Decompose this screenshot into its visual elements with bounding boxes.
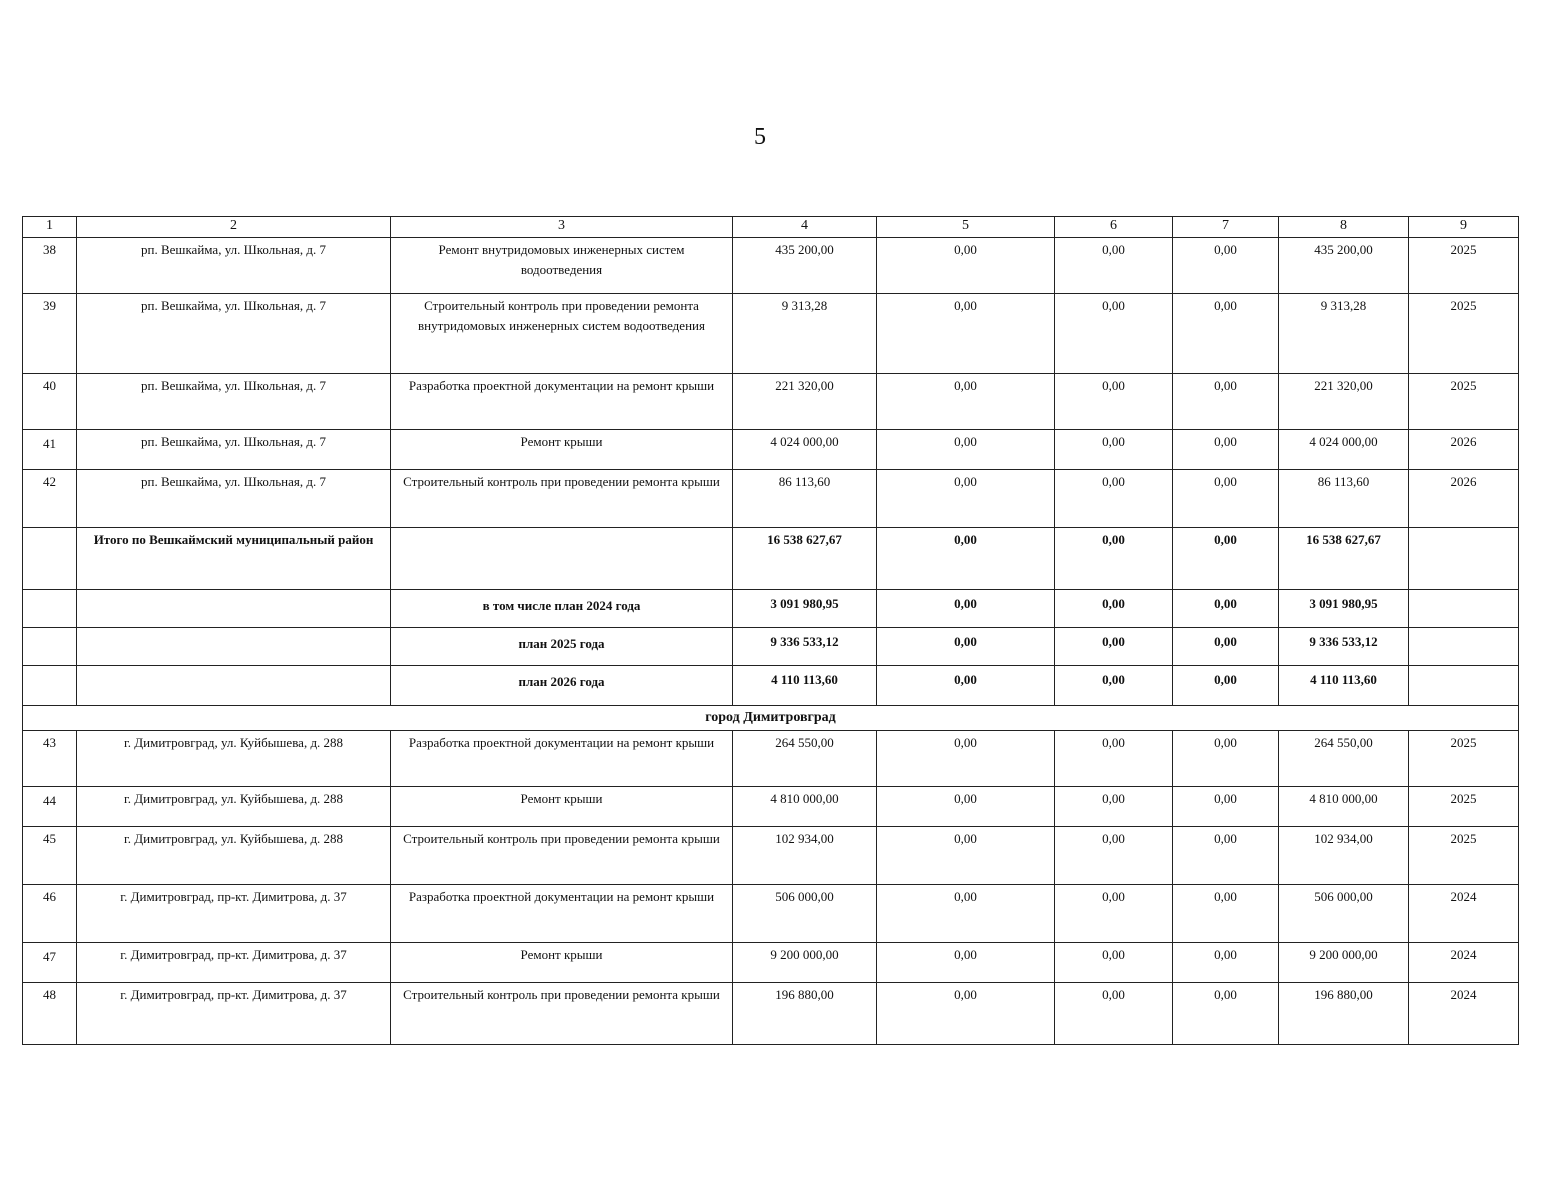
year-cell: 2025 bbox=[1409, 238, 1519, 294]
total-label: Итого по Вешкаймский муниципальный район bbox=[77, 528, 391, 590]
value-cell: 0,00 bbox=[877, 470, 1055, 528]
table-row bbox=[23, 943, 1519, 983]
row-number: 41 bbox=[23, 430, 77, 470]
total-value: 0,00 bbox=[1055, 590, 1173, 628]
empty-cell bbox=[1409, 666, 1519, 706]
value-cell: 0,00 bbox=[877, 294, 1055, 374]
address-cell: рп. Вешкайма, ул. Школьная, д. 7 bbox=[77, 238, 391, 294]
address-cell: рп. Вешкайма, ул. Школьная, д. 7 bbox=[77, 374, 391, 430]
row-number: 40 bbox=[23, 374, 77, 430]
value-cell: 9 313,28 bbox=[1279, 294, 1409, 374]
work-type-cell: Строительный контроль при проведении ремонта внутридомовых инженерных систем водоотведения bbox=[391, 294, 733, 374]
total-value: 3 091 980,95 bbox=[733, 590, 877, 628]
work-type-cell: Ремонт крыши bbox=[391, 430, 733, 470]
empty-cell bbox=[23, 666, 77, 706]
value-cell: 0,00 bbox=[1173, 374, 1279, 430]
value-cell: 506 000,00 bbox=[1279, 885, 1409, 943]
value-cell: 0,00 bbox=[877, 430, 1055, 470]
value-cell: 86 113,60 bbox=[1279, 470, 1409, 528]
address-cell: г. Димитровград, ул. Куйбышева, д. 288 bbox=[77, 827, 391, 885]
column-number: 6 bbox=[1055, 217, 1173, 238]
work-type-cell: Ремонт крыши bbox=[391, 943, 733, 983]
year-cell: 2025 bbox=[1409, 827, 1519, 885]
value-cell: 264 550,00 bbox=[1279, 731, 1409, 787]
total-value: 0,00 bbox=[877, 590, 1055, 628]
value-cell: 0,00 bbox=[877, 787, 1055, 827]
total-value: 0,00 bbox=[1055, 666, 1173, 706]
total-label bbox=[77, 666, 391, 706]
value-cell: 0,00 bbox=[1055, 943, 1173, 983]
address-cell: рп. Вешкайма, ул. Школьная, д. 7 bbox=[77, 470, 391, 528]
total-value: 0,00 bbox=[1173, 528, 1279, 590]
row-number: 42 bbox=[23, 470, 77, 528]
table-row bbox=[23, 787, 1519, 827]
value-cell: 0,00 bbox=[1055, 787, 1173, 827]
empty-cell bbox=[1409, 528, 1519, 590]
year-cell: 2024 bbox=[1409, 983, 1519, 1045]
total-row bbox=[23, 628, 1519, 666]
total-label bbox=[77, 590, 391, 628]
value-cell: 0,00 bbox=[877, 827, 1055, 885]
column-number: 3 bbox=[391, 217, 733, 238]
page-number: 5 bbox=[754, 124, 766, 150]
value-cell: 0,00 bbox=[1173, 787, 1279, 827]
year-cell: 2025 bbox=[1409, 731, 1519, 787]
value-cell: 0,00 bbox=[1173, 294, 1279, 374]
value-cell: 0,00 bbox=[1055, 885, 1173, 943]
value-cell: 264 550,00 bbox=[733, 731, 877, 787]
work-type-cell: Ремонт крыши bbox=[391, 787, 733, 827]
total-value: 0,00 bbox=[877, 528, 1055, 590]
value-cell: 4 024 000,00 bbox=[1279, 430, 1409, 470]
total-value: 0,00 bbox=[877, 628, 1055, 666]
row-number: 43 bbox=[23, 731, 77, 787]
empty-cell bbox=[23, 628, 77, 666]
value-cell: 196 880,00 bbox=[1279, 983, 1409, 1045]
work-type-cell: Строительный контроль при проведении ремонта крыши bbox=[391, 470, 733, 528]
total-value: 16 538 627,67 bbox=[1279, 528, 1409, 590]
table-row bbox=[23, 470, 1519, 528]
row-number: 44 bbox=[23, 787, 77, 827]
year-cell: 2024 bbox=[1409, 885, 1519, 943]
address-cell: рп. Вешкайма, ул. Школьная, д. 7 bbox=[77, 430, 391, 470]
value-cell: 0,00 bbox=[1055, 238, 1173, 294]
row-number: 45 bbox=[23, 827, 77, 885]
value-cell: 196 880,00 bbox=[733, 983, 877, 1045]
empty-cell bbox=[23, 590, 77, 628]
year-cell: 2025 bbox=[1409, 294, 1519, 374]
value-cell: 0,00 bbox=[1055, 470, 1173, 528]
value-cell: 0,00 bbox=[1055, 374, 1173, 430]
value-cell: 0,00 bbox=[1055, 731, 1173, 787]
total-sublabel bbox=[391, 528, 733, 590]
total-value: 4 110 113,60 bbox=[1279, 666, 1409, 706]
work-type-cell: Разработка проектной документации на ремонт крыши bbox=[391, 374, 733, 430]
value-cell: 0,00 bbox=[877, 374, 1055, 430]
address-cell: г. Димитровград, пр-кт. Димитрова, д. 37 bbox=[77, 943, 391, 983]
work-type-cell: Строительный контроль при проведении ремонта крыши bbox=[391, 983, 733, 1045]
year-cell: 2024 bbox=[1409, 943, 1519, 983]
work-type-cell: Строительный контроль при проведении ремонта крыши bbox=[391, 827, 733, 885]
value-cell: 9 313,28 bbox=[733, 294, 877, 374]
section-title: город Димитровград bbox=[23, 706, 1519, 731]
value-cell: 221 320,00 bbox=[1279, 374, 1409, 430]
total-value: 0,00 bbox=[1173, 628, 1279, 666]
repair-plan-table bbox=[22, 216, 1519, 1045]
value-cell: 0,00 bbox=[877, 885, 1055, 943]
total-value: 0,00 bbox=[1055, 628, 1173, 666]
total-value: 9 336 533,12 bbox=[1279, 628, 1409, 666]
row-number: 48 bbox=[23, 983, 77, 1045]
column-number: 9 bbox=[1409, 217, 1519, 238]
row-number: 47 bbox=[23, 943, 77, 983]
empty-cell bbox=[23, 528, 77, 590]
empty-cell bbox=[1409, 590, 1519, 628]
total-sublabel: план 2025 года bbox=[391, 628, 733, 666]
total-value: 4 110 113,60 bbox=[733, 666, 877, 706]
value-cell: 0,00 bbox=[1173, 238, 1279, 294]
column-number: 2 bbox=[77, 217, 391, 238]
value-cell: 0,00 bbox=[1173, 430, 1279, 470]
total-value: 16 538 627,67 bbox=[733, 528, 877, 590]
table-row bbox=[23, 430, 1519, 470]
value-cell: 9 200 000,00 bbox=[733, 943, 877, 983]
total-value: 0,00 bbox=[1173, 590, 1279, 628]
value-cell: 0,00 bbox=[1173, 885, 1279, 943]
value-cell: 0,00 bbox=[877, 943, 1055, 983]
table-row bbox=[23, 374, 1519, 430]
value-cell: 0,00 bbox=[1055, 827, 1173, 885]
total-row bbox=[23, 590, 1519, 628]
empty-cell bbox=[1409, 628, 1519, 666]
value-cell: 506 000,00 bbox=[733, 885, 877, 943]
year-cell: 2026 bbox=[1409, 470, 1519, 528]
table-row bbox=[23, 238, 1519, 294]
value-cell: 435 200,00 bbox=[1279, 238, 1409, 294]
address-cell: рп. Вешкайма, ул. Школьная, д. 7 bbox=[77, 294, 391, 374]
value-cell: 0,00 bbox=[1173, 983, 1279, 1045]
address-cell: г. Димитровград, ул. Куйбышева, д. 288 bbox=[77, 787, 391, 827]
address-cell: г. Димитровград, пр-кт. Димитрова, д. 37 bbox=[77, 885, 391, 943]
value-cell: 0,00 bbox=[877, 731, 1055, 787]
total-row bbox=[23, 528, 1519, 590]
value-cell: 102 934,00 bbox=[1279, 827, 1409, 885]
year-cell: 2025 bbox=[1409, 787, 1519, 827]
work-type-cell: Ремонт внутридомовых инженерных систем водоотведения bbox=[391, 238, 733, 294]
value-cell: 0,00 bbox=[1173, 943, 1279, 983]
work-type-cell: Разработка проектной документации на ремонт крыши bbox=[391, 885, 733, 943]
value-cell: 9 200 000,00 bbox=[1279, 943, 1409, 983]
section-row bbox=[23, 706, 1519, 731]
address-cell: г. Димитровград, ул. Куйбышева, д. 288 bbox=[77, 731, 391, 787]
year-cell: 2026 bbox=[1409, 430, 1519, 470]
column-number: 5 bbox=[877, 217, 1055, 238]
value-cell: 0,00 bbox=[1055, 983, 1173, 1045]
value-cell: 0,00 bbox=[1055, 430, 1173, 470]
value-cell: 102 934,00 bbox=[733, 827, 877, 885]
total-value: 3 091 980,95 bbox=[1279, 590, 1409, 628]
total-value: 0,00 bbox=[877, 666, 1055, 706]
total-sublabel: план 2026 года bbox=[391, 666, 733, 706]
total-row bbox=[23, 666, 1519, 706]
value-cell: 4 810 000,00 bbox=[1279, 787, 1409, 827]
column-number: 1 bbox=[23, 217, 77, 238]
column-number: 8 bbox=[1279, 217, 1409, 238]
row-number: 38 bbox=[23, 238, 77, 294]
column-number: 4 bbox=[733, 217, 877, 238]
table-row bbox=[23, 827, 1519, 885]
value-cell: 0,00 bbox=[1173, 470, 1279, 528]
value-cell: 0,00 bbox=[1173, 827, 1279, 885]
total-value: 0,00 bbox=[1055, 528, 1173, 590]
value-cell: 86 113,60 bbox=[733, 470, 877, 528]
value-cell: 221 320,00 bbox=[733, 374, 877, 430]
table-row bbox=[23, 983, 1519, 1045]
value-cell: 0,00 bbox=[1173, 731, 1279, 787]
row-number: 39 bbox=[23, 294, 77, 374]
work-type-cell: Разработка проектной документации на ремонт крыши bbox=[391, 731, 733, 787]
value-cell: 0,00 bbox=[877, 983, 1055, 1045]
table-row bbox=[23, 294, 1519, 374]
year-cell: 2025 bbox=[1409, 374, 1519, 430]
value-cell: 0,00 bbox=[1055, 294, 1173, 374]
table-row bbox=[23, 731, 1519, 787]
value-cell: 435 200,00 bbox=[733, 238, 877, 294]
address-cell: г. Димитровград, пр-кт. Димитрова, д. 37 bbox=[77, 983, 391, 1045]
value-cell: 4 024 000,00 bbox=[733, 430, 877, 470]
table-row bbox=[23, 885, 1519, 943]
row-number: 46 bbox=[23, 885, 77, 943]
value-cell: 0,00 bbox=[877, 238, 1055, 294]
column-number: 7 bbox=[1173, 217, 1279, 238]
value-cell: 4 810 000,00 bbox=[733, 787, 877, 827]
column-number-row bbox=[23, 217, 1519, 238]
total-value: 9 336 533,12 bbox=[733, 628, 877, 666]
total-sublabel: в том числе план 2024 года bbox=[391, 590, 733, 628]
total-value: 0,00 bbox=[1173, 666, 1279, 706]
total-label bbox=[77, 628, 391, 666]
